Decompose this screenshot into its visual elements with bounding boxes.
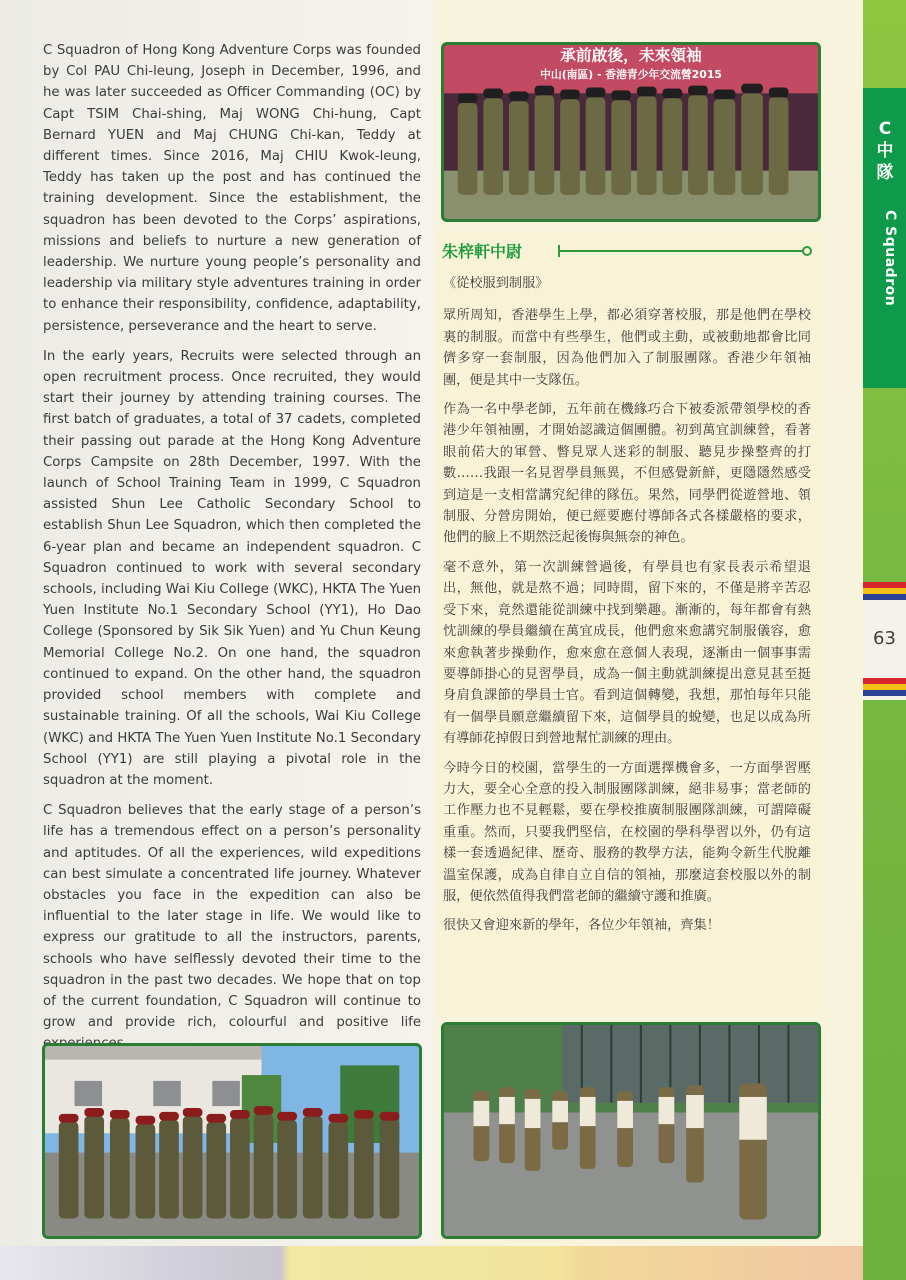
section-tab-char: 中 <box>876 141 894 161</box>
section-tab-char: C <box>878 119 892 139</box>
english-paragraph: C Squadron believes that the early stage of a person’s life has a tremendous effect on a person’s personality and aptitudes. Of all the experiences, wild expeditions can best simulate a concentrated life journey. Whatever obstacles you face in the expedition can also be influential to the later stage in life. We would like to express our gratitude to all the instructors, parents, schools who have selflessly devoted their time to the squadron in the past two decades. We hope that on top of the current foundation, C Squadron will continue to grow and provide rich, colourful and positive life <box>43 803 421 1031</box>
photo-parade-courtyard <box>441 1022 821 1239</box>
article-subtitle: 《從校服到制服》 <box>443 276 549 291</box>
chinese-paragraph: 今時今日的校園，當學生的一方面選擇機會多，一方面學習壓力大，要全心全意的投入制服團隊訓練，絕非易事；當老師的工作壓力也不見輕鬆，要在學校推廣制服團隊訓練，可謂障礙重重。然而，只要我們堅信，在校園的學科學習以外，仍有這樣一套透過紀律、歷奇、服務的教學方法，能夠令新生代脫離溫室保護，成為自律自立自信的領袖，那麼這套校服以外的制服，便依然值得我們當老師的繼續守護和推廣。 <box>443 760 811 904</box>
chinese-paragraph: 眾所周知，香港學生上學，都必須穿著校服，那是他們在學校裏的制服。而當中有些學生，他們或主動，或被動地都會比同儕多穿一套制服，因為他們加入了制服團隊。香港少年領袖團，便是其中一支隊伍。 <box>443 308 811 388</box>
photo-cadets-outdoor <box>42 1043 422 1239</box>
bottom-decorative-bar <box>0 1246 863 1280</box>
english-paragraph: In the early years, Recruits were selected through an open recruitment process. Once recruited, they would start their journey by attending training courses. The first batch of graduates, a total of 37 cadets, completed their passing out parade at the Hong Kong Adventure Corps Campsite on 28th December, 1997. With the launch of School Training Team in 1999, C Squadron assisted Shun Lee Catholic Secondary School to establish Shun Lee Squadron, which then completed the 6-year plan and became an independent squadron. C Squadron continued to work with several secondary schools, including Wai Kiu College (WKC), HKTA The Yuen Yuen Institute No.1 Secondary School (YY1), Ho Dao College (Sponsored by Sik Sik Yuen) and Yu Chun Keung Memorial College No.2. On one hand, the squadron continued to expand. On the other hand, the squadron provided school members with complete and sustainable training. Of all the schools, Wai Kiu College (WKC) and HKTA The Yuen Yuen Institute No.1 Secondary School (YY1) are still playing a pivotal role in the squadron at the moment. <box>43 348 422 788</box>
section-tab-char: 隊 <box>876 163 894 183</box>
chinese-paragraph: 很快又會迎來新的學年，各位少年領袖，齊集！ <box>443 918 720 934</box>
author-header <box>442 238 812 264</box>
flag-stripe-blue-top <box>863 594 906 600</box>
banner-line-2: 中山(南區) - 香港青少年交流營2015 <box>540 67 722 81</box>
author-name: 朱梓軒中尉 <box>442 242 523 261</box>
banner-line-1: 承前啟後，未來領袖 <box>560 46 702 65</box>
page-number: 63 <box>873 628 896 649</box>
flag-stripe-blue-bottom <box>863 690 906 696</box>
chinese-paragraph: 作為一名中學老師，五年前在機緣巧合下被委派帶領學校的香港少年領袖團，才開始認識這個團體。初到萬宜訓練營，看著眼前偌大的軍營、瞥見眾人迷彩的制服、聽見步操整齊的打數……我跟一名見習學員無異，不但感覺新鮮，更隱隱然感受到這是一支相當講究紀律的隊伍。果然，同學們從遊營地、領制服、分營房開始，便已經要應付導師各式各樣嚴格的要求，他們的臉上不期然泛起後悔與無奈的神色。 <box>443 402 811 546</box>
english-paragraph: C Squadron of Hong Kong Adventure Corps was founded by Col PAU Chi-leung, Joseph in December, 1996, and he was later succeeded as Officer Commanding (OC) by Capt TSIM Chai-shing, Maj WONG Chi-hung, Capt Bernard YUEN and Maj CHUNG Chi-kan, Teddy at different times. Since 2016, Maj CHIU Kwok-leung, Teddy has taken up the post and has continued the training development. Since the establishment, the squadron has been devoted to the Corps’ aspirations, missions and beliefs to nurture a new generation of leadership. We nurture young people’s personality and leadership via military style adventures training in order to enhance their responsibility, confidence, adaptability, persistence, perseverance and the heart to serve. <box>43 43 421 334</box>
photo-group-banner <box>441 42 821 222</box>
chinese-article <box>443 273 811 945</box>
english-article <box>43 40 421 1064</box>
chinese-paragraph: 毫不意外，第一次訓練營過後，有學員也有家長表示希望退出，無他，就是熬不過；同時間，留下來的，不僅是將辛苦忍受下來，竟然還能從訓練中找到樂趣。漸漸的，每年都會有熱忱訓練的學員繼續在萬宜成長，他們愈來愈講究制服儀容，愈來愈執著步操動作，愈來愈在意個人表現，逐漸由一個事事需要導師掛心的見習學員，成為一個主動就訓練提出意見甚至挺身肩負課節的學員士官。看到這個轉變，我想，那怕每年只能有一個學員願意繼續留下來，這個學員的蛻變，也足以成為所有導師花掉假日到營地幫忙訓練的理由。 <box>443 559 811 747</box>
section-tab-english: C Squadron <box>882 210 898 307</box>
section-tab-chinese <box>868 118 902 184</box>
header-rule-dot <box>802 246 812 256</box>
header-rule <box>558 250 804 252</box>
